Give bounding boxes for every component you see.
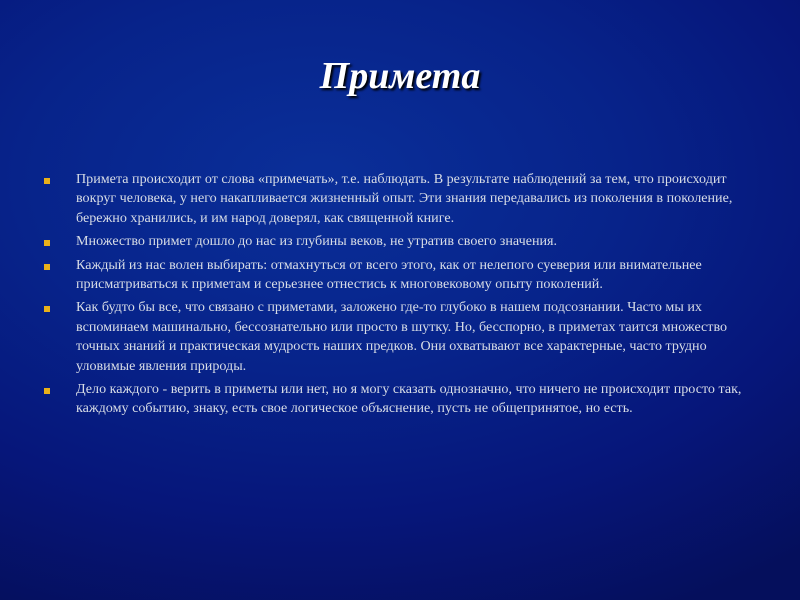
bullet-text: Примета происходит от слова «примечать», т.е. наблюдать. В результате наблюдений за тем, что происходит вокруг человека, у него накапливается жизненный опыт. Эти знания передавались из поколения в поколение, бережно хранились, и им народ доверял, как священной книге. <box>76 171 733 226</box>
bullet-item <box>44 170 744 228</box>
bullet-text: Множество примет дошло до нас из глубины веков, не утратив своего значения. <box>76 233 558 250</box>
square-bullet-icon <box>44 178 50 184</box>
square-bullet-icon <box>44 388 50 394</box>
square-bullet-icon <box>44 306 50 312</box>
bullet-item <box>44 232 744 251</box>
slide-title: Примета <box>319 55 481 97</box>
square-bullet-icon <box>44 240 50 246</box>
square-bullet-icon <box>44 264 50 270</box>
bullet-text: Как будто бы все, что связано с приметами, заложено где-то глубоко в нашем подсознании. Часто мы их вспоминаем машинально, бессознательно или просто в шутку. Но, бесспорно, в приметах таится множество точных знаний и практическая мудрость наших предков. Они охватывают все характерные, часто трудно уловимые явления природы. <box>76 299 728 374</box>
bullet-list <box>44 170 744 423</box>
bullet-text: Дело каждого - верить в приметы или нет, но я могу сказать однозначно, что ничего не происходит просто так, каждому событию, знаку, есть свое логическое объяснение, пусть не общепринятое, но есть. <box>76 381 742 417</box>
bullet-item <box>44 380 744 419</box>
bullet-item <box>44 256 744 295</box>
bullet-item <box>44 298 744 376</box>
bullet-text: Каждый из нас волен выбирать: отмахнуться от всего этого, как от нелепого суеверия или внимательнее присматриваться к приметам и серьезнее отнестись к многовековому опыту поколений. <box>76 256 702 293</box>
